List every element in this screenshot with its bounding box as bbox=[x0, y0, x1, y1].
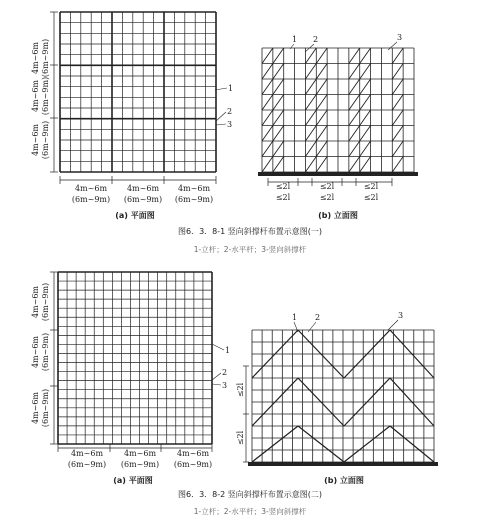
plan2-side-dim-3: 4m~6m bbox=[31, 335, 40, 369]
elev1-brace bbox=[349, 95, 360, 111]
elev2-callouts bbox=[292, 311, 403, 332]
elev2-callout-3: 3 bbox=[398, 311, 404, 320]
plan2-side-dim-1: 4m~6m bbox=[31, 285, 40, 319]
elev1-brace bbox=[349, 110, 360, 126]
elev1-brace bbox=[262, 95, 273, 111]
plan1-caption: (a) 平面图 bbox=[115, 211, 155, 220]
plan2-callout-3: 3 bbox=[222, 381, 228, 390]
elev1-brace bbox=[360, 157, 371, 173]
plan2-dim-2-bottom: (6m~9m) bbox=[120, 460, 160, 469]
elev1-brace bbox=[316, 79, 327, 95]
plan1-dim-2-bottom: (6m~9m) bbox=[123, 195, 163, 204]
plan-view-1 bbox=[50, 12, 216, 184]
elev1-callout-1: 1 bbox=[292, 35, 298, 44]
elev1-brace bbox=[273, 48, 284, 64]
elev1-brace bbox=[273, 126, 284, 142]
elev1-brace bbox=[262, 79, 273, 95]
elev1-brace bbox=[316, 95, 327, 111]
elev1-dim-4: ≤2l bbox=[319, 193, 335, 202]
elev1-brace bbox=[273, 157, 284, 173]
elev1-brace bbox=[316, 64, 327, 80]
plan1-side-dim-3: 4m~6m bbox=[31, 79, 40, 113]
elev1-brace bbox=[262, 64, 273, 80]
elev1-brace bbox=[316, 141, 327, 157]
elev1-bottom-dims bbox=[276, 182, 379, 202]
elev1-brace bbox=[360, 126, 371, 142]
elev1-brace bbox=[305, 126, 316, 142]
elev1-brace bbox=[262, 126, 273, 142]
elev1-dim-3: ≤2l bbox=[319, 182, 335, 191]
plan2-dim-3-bottom: (6m~9m) bbox=[173, 460, 213, 469]
elev1-brace bbox=[392, 48, 403, 64]
elev1-brace bbox=[273, 95, 284, 111]
elev1-brace bbox=[349, 126, 360, 142]
elev1-ground bbox=[258, 172, 418, 176]
elev1-brace bbox=[392, 157, 403, 173]
elev1-brace bbox=[273, 141, 284, 157]
elev1-callouts bbox=[290, 33, 402, 52]
elev1-brace bbox=[349, 141, 360, 157]
elev1-dim-1: ≤2l bbox=[275, 182, 291, 191]
elev1-brace bbox=[392, 64, 403, 80]
elev1-brace bbox=[316, 126, 327, 142]
plan2-side-dim-6: (6m~9m) bbox=[41, 388, 50, 428]
plan1-callouts bbox=[215, 84, 233, 129]
elev1-brace bbox=[262, 110, 273, 126]
elev1-brace bbox=[360, 79, 371, 95]
plan1-side-dim-2: (6m~9m) bbox=[41, 38, 50, 78]
plan2-dim-2-top: 4m~6m bbox=[123, 449, 157, 458]
plan2-dim-3-top: 4m~6m bbox=[176, 449, 210, 458]
plan2-callout-2: 2 bbox=[222, 368, 228, 377]
figure1-legend: 1-立杆；2-水平杆；3-竖向斜撑杆 bbox=[193, 245, 307, 254]
elev1-brace bbox=[392, 110, 403, 126]
elev1-brace bbox=[360, 141, 371, 157]
elev1-brace bbox=[316, 110, 327, 126]
elev1-brace bbox=[305, 157, 316, 173]
elevation-view-1 bbox=[258, 48, 418, 186]
elev1-brace bbox=[305, 79, 316, 95]
figure1-title: 图6．3．8-1 竖向斜撑杆布置示意图(一) bbox=[177, 227, 323, 236]
elev1-dim-2: ≤2l bbox=[275, 193, 291, 202]
plan1-callout-2: 2 bbox=[227, 107, 233, 116]
elev2-brace bbox=[390, 426, 434, 462]
elev1-brace bbox=[349, 48, 360, 64]
elev1-brace bbox=[349, 157, 360, 173]
plan2-side-dims bbox=[31, 283, 50, 427]
plan1-dim-1-bottom: (6m~9m) bbox=[71, 195, 111, 204]
plan2-callouts bbox=[212, 344, 230, 390]
elev1-brace bbox=[360, 95, 371, 111]
elev1-brace bbox=[392, 141, 403, 157]
elev1-brace bbox=[262, 141, 273, 157]
plan1-dim-3-bottom: (6m~9m) bbox=[174, 195, 214, 204]
plan2-side-dim-4: (6m~9m) bbox=[41, 332, 50, 372]
plan2-dim-1-bottom: (6m~9m) bbox=[67, 460, 107, 469]
elev1-brace bbox=[273, 110, 284, 126]
figure1 bbox=[31, 12, 418, 254]
plan2-callout-1: 1 bbox=[225, 346, 231, 355]
elev2-ground bbox=[248, 462, 438, 466]
plan2-side-dim-5: 4m~6m bbox=[31, 391, 40, 425]
plan1-side-dim-5: 4m~6m bbox=[31, 123, 40, 157]
elev1-brace bbox=[305, 95, 316, 111]
plan2-bottom-dims bbox=[68, 449, 212, 469]
elev2-side-dim-1: ≤2l bbox=[236, 382, 245, 398]
plan1-side-dim-1: 4m~6m bbox=[31, 41, 40, 75]
plan-view-2 bbox=[50, 272, 212, 452]
elev1-brace bbox=[316, 157, 327, 173]
plan1-dim-2-top: 4m~6m bbox=[126, 184, 160, 193]
elevation-view-2 bbox=[248, 330, 438, 466]
elev1-brace bbox=[305, 141, 316, 157]
plan1-side-dim-4: (6m~9m) bbox=[41, 76, 50, 116]
elev1-brace bbox=[349, 64, 360, 80]
elev2-side-dims bbox=[236, 366, 249, 462]
plan1-side-dim-6: (6m~9m) bbox=[41, 120, 50, 160]
figure2 bbox=[31, 272, 438, 516]
plan1-dim-3-top: 4m~6m bbox=[177, 184, 211, 193]
elev1-dim-5: ≤2l bbox=[363, 182, 379, 191]
elev1-caption: (b) 立面图 bbox=[318, 211, 358, 220]
elev1-brace bbox=[273, 79, 284, 95]
elev1-brace bbox=[392, 126, 403, 142]
elev2-brace bbox=[298, 426, 344, 462]
plan1-side-dims bbox=[31, 39, 50, 159]
elev1-brace bbox=[349, 79, 360, 95]
plan2-caption: (a) 平面图 bbox=[113, 476, 153, 485]
elev1-brace bbox=[360, 64, 371, 80]
elev1-brace bbox=[305, 110, 316, 126]
elev2-caption: (b) 立面图 bbox=[324, 476, 364, 485]
figure2-title: 图6．3．8-2 竖向斜撑杆布置示意图(二) bbox=[177, 490, 323, 499]
elev1-brace bbox=[305, 64, 316, 80]
elev2-side-dim-2: ≤2l bbox=[236, 430, 245, 446]
elev1-brace bbox=[262, 157, 273, 173]
elev1-callout-2: 2 bbox=[313, 35, 319, 44]
elev1-brace bbox=[392, 95, 403, 111]
elev1-callout-3: 3 bbox=[397, 33, 403, 42]
elev1-brace bbox=[360, 48, 371, 64]
plan1-callout-1: 1 bbox=[228, 84, 234, 93]
elev1-dim-6: ≤2l bbox=[363, 193, 379, 202]
plan2-side-dim-2: (6m~9m) bbox=[41, 282, 50, 322]
plan1-callout-3: 3 bbox=[227, 120, 233, 129]
elev2-callout-2: 2 bbox=[315, 313, 321, 322]
elev1-brace bbox=[273, 64, 284, 80]
elev1-brace bbox=[316, 48, 327, 64]
elev2-callout-1: 1 bbox=[292, 313, 298, 322]
plan1-bottom-dims bbox=[72, 184, 213, 204]
elev1-brace bbox=[392, 79, 403, 95]
plan1-dim-1-top: 4m~6m bbox=[74, 184, 108, 193]
elev1-brace bbox=[360, 110, 371, 126]
elev2-brace bbox=[252, 426, 298, 462]
plan2-dim-1-top: 4m~6m bbox=[70, 449, 104, 458]
figure2-legend: 1-立杆；2-水平杆；3-竖向斜撑杆 bbox=[193, 507, 307, 516]
elev1-brace bbox=[262, 48, 273, 64]
